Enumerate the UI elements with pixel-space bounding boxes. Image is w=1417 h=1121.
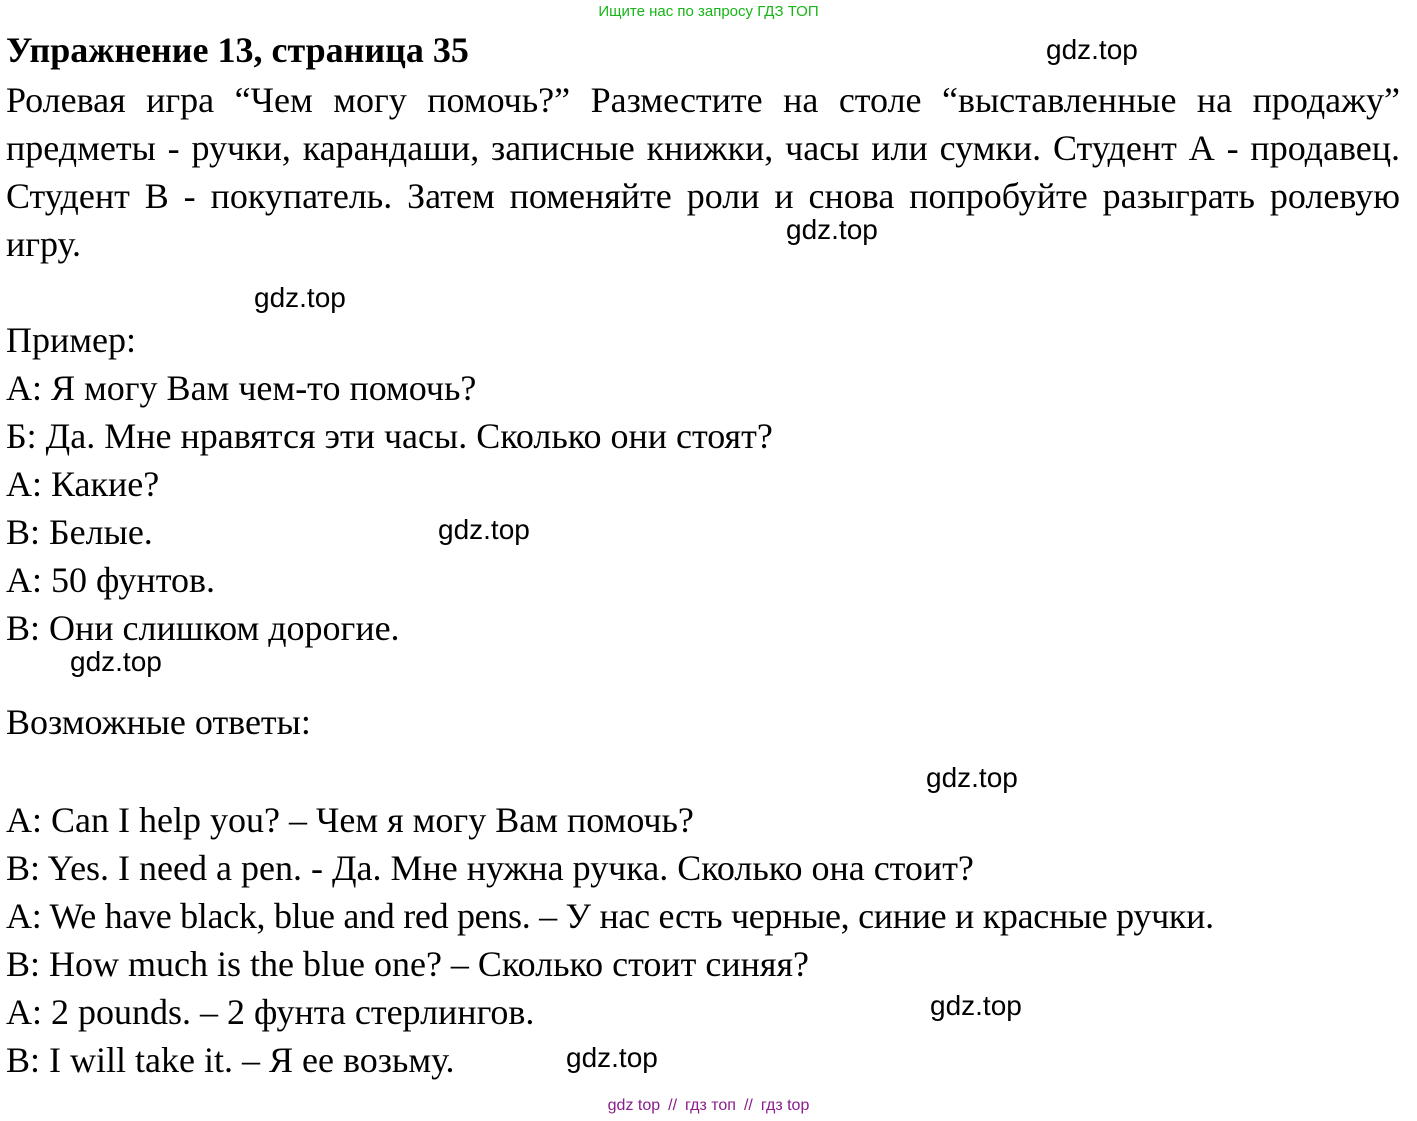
example-line: В: Они слишком дорогие. (6, 608, 400, 648)
example-line: Б: Да. Мне нравятся эти часы. Сколько они стоят? (6, 416, 773, 456)
answers-heading: Возможные ответы: (6, 702, 311, 742)
footer (0, 1096, 1417, 1116)
watermark: gdz.top (70, 646, 162, 677)
watermark: gdz.top (930, 990, 1022, 1021)
footer-separator: // (668, 1097, 678, 1114)
task-text: Ролевая игра “Чем могу помочь?” Разместите на столе “выставленные на продажу” предметы - ручки, карандаши, записные книжки, часы или сумки. Студент А - продавец. Студент В - покупатель. Затем поменяйте роли и снова попробуйте разыграть ролевую игру. (6, 80, 1400, 264)
example-line: В: Белые. (6, 512, 153, 552)
exercise-title: Упражнение 13, страница 35 (6, 30, 469, 70)
watermark: gdz.top (438, 514, 530, 545)
watermark: gdz.top (566, 1042, 658, 1073)
example-heading: Пример: (6, 320, 137, 360)
example-line: А: Какие? (6, 464, 160, 504)
top-banner: Ищите нас по запросу ГДЗ ТОП (598, 3, 819, 20)
watermark: gdz.top (926, 762, 1018, 793)
footer-separator: // (743, 1097, 753, 1114)
answer-line: A: We have black, blue and red pens. – У нас есть черные, синие и красные ручки. (6, 896, 1214, 936)
answer-line: B: I will take it. – Я ее возьму. (6, 1040, 455, 1080)
watermark: gdz.top (1046, 34, 1138, 65)
example-line: А: Я могу Вам чем-то помочь? (6, 368, 477, 408)
answer-line: A: 2 pounds. – 2 фунта стерлингов. (6, 992, 535, 1032)
watermark: gdz.top (786, 214, 878, 245)
answer-line: B: Yes. I need a pen. - Да. Мне нужна ручка. Сколько она стоит? (6, 848, 974, 888)
watermark: gdz.top (254, 282, 346, 313)
answer-line: B: How much is the blue one? – Сколько стоит синяя? (6, 944, 810, 984)
answer-line: A: Can I help you? – Чем я могу Вам помочь? (6, 800, 694, 840)
footer-link[interactable]: гдз top (760, 1097, 810, 1114)
footer-link[interactable]: gdz top (607, 1097, 661, 1114)
footer-link[interactable]: гдз топ (685, 1097, 736, 1114)
example-line: А: 50 фунтов. (6, 560, 215, 600)
